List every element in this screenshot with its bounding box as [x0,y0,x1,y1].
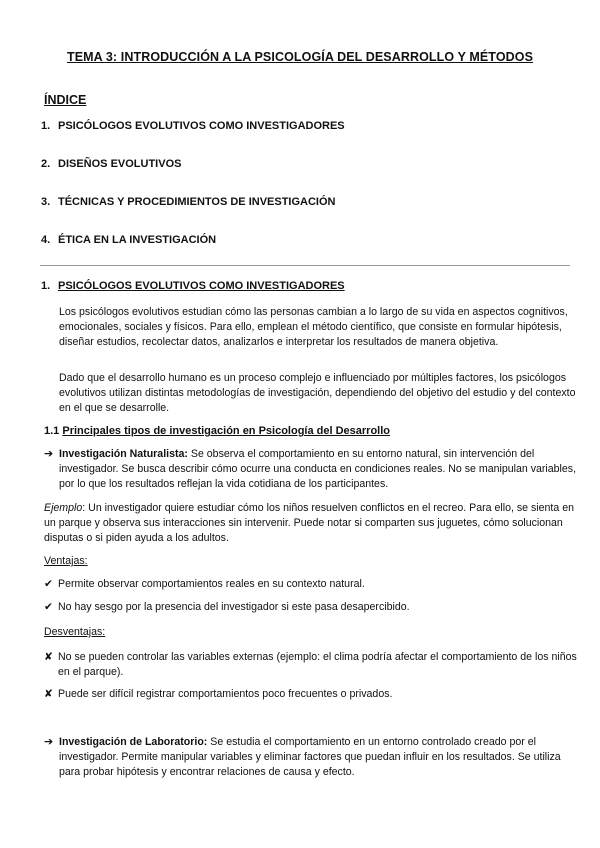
index-item-label: PSICÓLOGOS EVOLUTIVOS COMO INVESTIGADORES [58,120,345,132]
naturalista-term: Investigación Naturalista: [59,448,188,460]
check-icon: ✔ [44,601,53,613]
index-item-number: 3. [41,196,51,208]
laboratorio-description [59,735,584,779]
example-text: : Un investigador quiere estudiar cómo los niños resuelven conflictos en el recreo. Para ello, se sienta en un parque y observa sus interacciones sin intervenir. Puede notar si comparten sus juguetes, cómo solucionan disputas o si piden ayuda a los adultos. [44,502,574,544]
laboratorio-bullet [44,735,584,779]
ventajas-label-text: Ventajas [44,555,85,567]
desventaja-text: No se pueden controlar las variables externas (ejemplo: el clima podría afectar el comportamiento de los niños en el parque). [58,651,577,678]
index-heading: ÍNDICE [44,93,87,107]
section-number: 1. [41,280,51,292]
naturalista-example [44,501,584,545]
check-icon: ✔ [44,578,53,590]
section-1-paragraph-2: Dado que el desarrollo humano es un proceso complejo e influenciado por múltiples factores, los psicólogos evolutivos utilizan distintas metodologías de investigación, dependiendo del objetivo del estudio y del contexto en el que se desarrolle. [59,372,576,414]
ventaja-item-2 [44,600,584,615]
ventaja-item-1 [44,577,584,592]
desventaja-item-2 [44,687,584,702]
index-item-4 [41,234,216,246]
cross-icon: ✘ [44,688,53,700]
section-1-paragraph-1: Los psicólogos evolutivos estudian cómo las personas cambian a lo largo de su vida en aspectos cognitivos, emocionales, sociales y físicos. Para ello, emplean el método científico, que consiste en formular hipótesis, diseñar estudios, recolectar datos, analizarlos e interpretar los resultados de manera objetiva. [59,306,568,348]
index-item-number: 1. [41,120,51,132]
section-divider [40,265,570,266]
ventajas-label [44,555,88,567]
desventajas-label [44,626,105,638]
desventajas-label-colon: : [102,626,106,638]
desventaja-text: Puede ser difícil registrar comportamientos poco frecuentes o privados. [58,688,393,700]
laboratorio-term: Investigación de Laboratorio: [59,736,208,748]
cross-icon: ✘ [44,651,53,663]
section-1-heading [41,280,345,292]
desventajas-label-text: Desventajas [44,626,103,638]
desventaja-item-1 [44,650,584,680]
naturalista-description [59,447,584,491]
arrow-icon: ➔ [44,736,54,748]
ventajas-label-colon: : [84,555,88,567]
subsection-title: Principales tipos de investigación en Psicología del Desarrollo [62,425,391,437]
document-title: TEMA 3: INTRODUCCIÓN A LA PSICOLOGÍA DEL DESARROLLO Y MÉTODOS [66,50,534,64]
subsection-number: 1.1 [44,425,60,437]
index-item-number: 2. [41,158,51,170]
section-title: PSICÓLOGOS EVOLUTIVOS COMO INVESTIGADORES [58,280,345,292]
example-label: Ejemplo [44,502,83,514]
index-item-label: ÉTICA EN LA INVESTIGACIÓN [58,234,217,246]
laboratorio-text: Se estudia el comportamiento en un entorno controlado creado por el investigador. Permite manipular variables y eliminar factores que puedan influir en los resultados. Se utiliza para probar hipótesis y encontrar relaciones de causa y efecto. [59,736,561,778]
naturalista-bullet [44,447,584,491]
ventaja-text: No hay sesgo por la presencia del investigador si este pasa desapercibido. [58,601,410,613]
arrow-icon: ➔ [44,448,54,460]
index-item-2 [41,158,181,170]
index-item-number: 4. [41,234,51,246]
index-item-label: DISEÑOS EVOLUTIVOS [58,158,182,170]
naturalista-text: Se observa el comportamiento en su entorno natural, sin intervención del investigador. Se busca describir cómo ocurre una conducta en condiciones reales. No se manipulan variables, por lo que los resultados reflejan la vida cotidiana de los participantes. [59,448,577,490]
ventaja-text: Permite observar comportamientos reales en su contexto natural. [58,578,365,590]
index-item-label: TÉCNICAS Y PROCEDIMIENTOS DE INVESTIGACIÓN [58,196,336,208]
index-item-1 [41,120,345,132]
subsection-heading [44,425,390,437]
index-item-3 [41,196,336,208]
